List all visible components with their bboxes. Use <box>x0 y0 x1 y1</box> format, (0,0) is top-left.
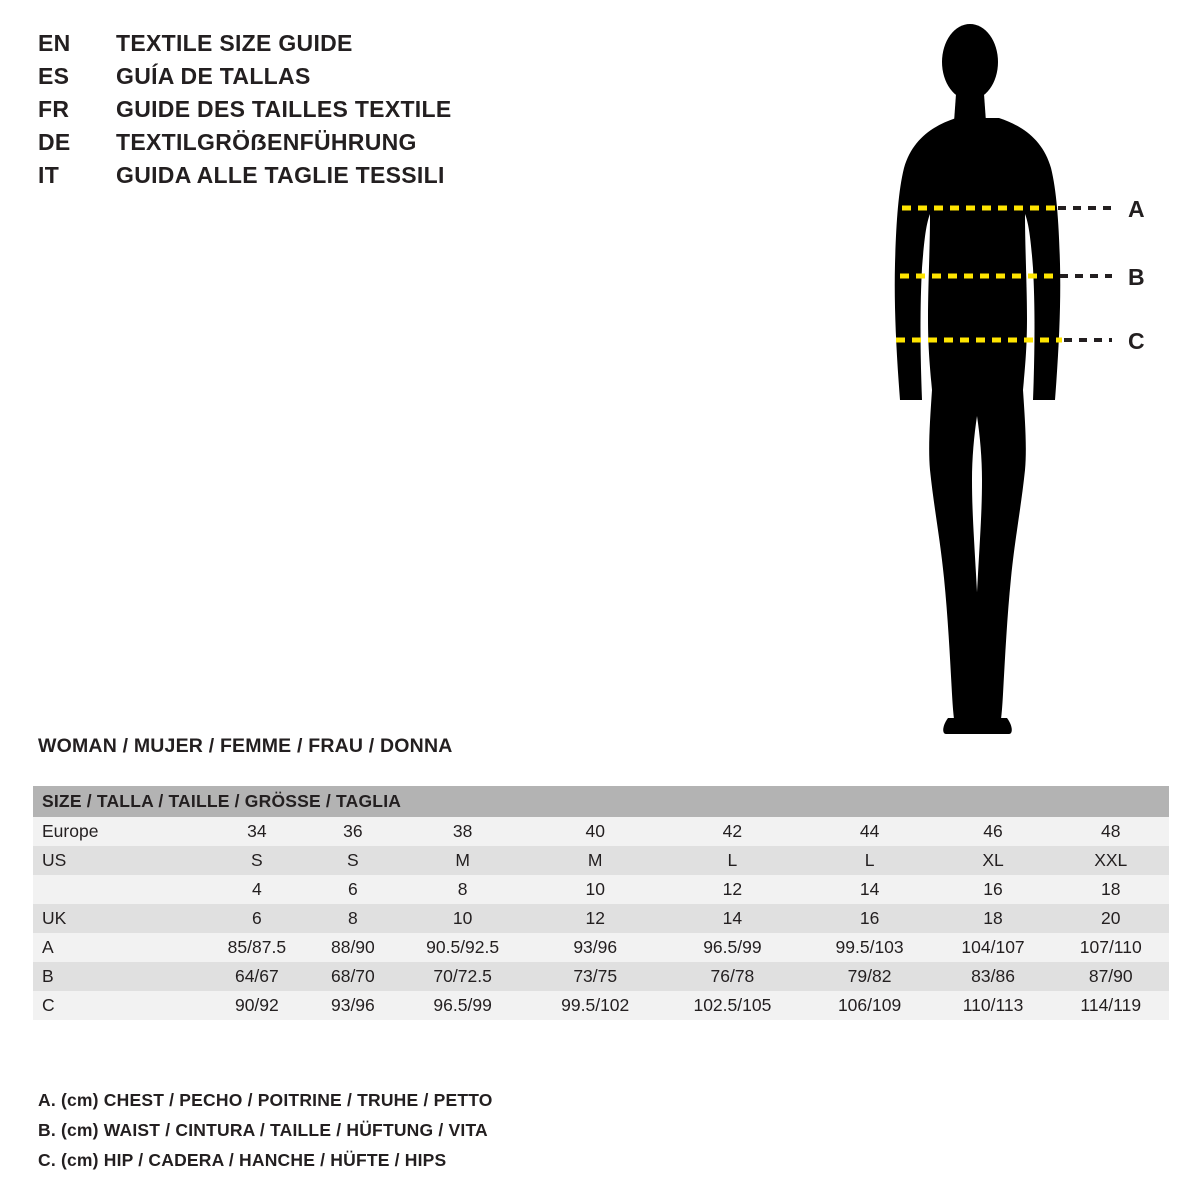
cell-c-2: 96.5/99 <box>394 991 531 1020</box>
cell-uk-1: 8 <box>312 904 394 933</box>
cell-c-6: 110/113 <box>934 991 1053 1020</box>
cell-europe-7: 48 <box>1052 817 1169 846</box>
cell-us-0: S <box>202 846 312 875</box>
title-text-de: TEXTILGRÖẞENFÜHRUNG <box>116 129 417 155</box>
cell-a-3: 93/96 <box>531 933 659 962</box>
cell-a-6: 104/107 <box>934 933 1053 962</box>
title-block <box>38 30 658 195</box>
footnote-a: A. (cm) CHEST / PECHO / POITRINE / TRUHE / PETTO <box>38 1090 493 1110</box>
cell-c-7: 114/119 <box>1052 991 1169 1020</box>
cell-c-0: 90/92 <box>202 991 312 1020</box>
cell-us-3: M <box>531 846 659 875</box>
cell-b-4: 76/78 <box>659 962 805 991</box>
footnote-c: C. (cm) HIP / CADERA / HANCHE / HÜFTE / HIPS <box>38 1150 447 1170</box>
row-label-us-numeric <box>33 875 202 904</box>
cell-b-7: 87/90 <box>1052 962 1169 991</box>
cell-europe-2: 38 <box>394 817 531 846</box>
cell-us-1: S <box>312 846 394 875</box>
cell-a-0: 85/87.5 <box>202 933 312 962</box>
title-row-it <box>38 162 658 195</box>
figure-container <box>860 18 1190 738</box>
table-row <box>33 962 1169 991</box>
cell-us-6: XL <box>934 846 1053 875</box>
table-header-row <box>33 786 1169 817</box>
cell-a-1: 88/90 <box>312 933 394 962</box>
title-text-fr: GUIDE DES TAILLES TEXTILE <box>116 96 452 122</box>
cell-uk-6: 18 <box>934 904 1053 933</box>
cell-usnum-1: 6 <box>312 875 394 904</box>
cell-us-4: L <box>659 846 805 875</box>
title-row-fr <box>38 96 658 129</box>
table-row <box>33 933 1169 962</box>
cell-uk-4: 14 <box>659 904 805 933</box>
cell-usnum-7: 18 <box>1052 875 1169 904</box>
footnotes-block <box>38 1085 938 1175</box>
cell-europe-3: 40 <box>531 817 659 846</box>
cell-a-4: 96.5/99 <box>659 933 805 962</box>
cell-europe-0: 34 <box>202 817 312 846</box>
row-label-us: US <box>33 846 202 875</box>
cell-a-2: 90.5/92.5 <box>394 933 531 962</box>
row-label-uk: UK <box>33 904 202 933</box>
title-row-de <box>38 129 658 162</box>
cell-b-2: 70/72.5 <box>394 962 531 991</box>
title-text-es: GUÍA DE TALLAS <box>116 63 311 89</box>
cell-b-5: 79/82 <box>806 962 934 991</box>
title-lang-en: EN <box>38 30 71 56</box>
measure-letter-a: A <box>1128 196 1145 222</box>
cell-b-0: 64/67 <box>202 962 312 991</box>
title-lang-de: DE <box>38 129 71 155</box>
cell-uk-0: 6 <box>202 904 312 933</box>
row-label-b: B <box>33 962 202 991</box>
cell-c-3: 99.5/102 <box>531 991 659 1020</box>
cell-usnum-4: 12 <box>659 875 805 904</box>
title-lang-es: ES <box>38 63 70 89</box>
cell-c-1: 93/96 <box>312 991 394 1020</box>
section-heading-woman: WOMAN / MUJER / FEMME / FRAU / DONNA <box>38 735 453 757</box>
cell-europe-4: 42 <box>659 817 805 846</box>
measure-letter-c: C <box>1128 328 1145 354</box>
cell-us-2: M <box>394 846 531 875</box>
cell-b-3: 73/75 <box>531 962 659 991</box>
cell-b-1: 68/70 <box>312 962 394 991</box>
cell-uk-5: 16 <box>806 904 934 933</box>
cell-uk-7: 20 <box>1052 904 1169 933</box>
title-text-en: TEXTILE SIZE GUIDE <box>116 30 353 56</box>
table-row <box>33 846 1169 875</box>
cell-usnum-0: 4 <box>202 875 312 904</box>
cell-c-5: 106/109 <box>806 991 934 1020</box>
footnote-b: B. (cm) WAIST / CINTURA / TAILLE / HÜFTUNG / VITA <box>38 1120 488 1140</box>
cell-uk-2: 10 <box>394 904 531 933</box>
cell-us-5: L <box>806 846 934 875</box>
cell-usnum-5: 14 <box>806 875 934 904</box>
title-row-es <box>38 63 658 96</box>
cell-usnum-3: 10 <box>531 875 659 904</box>
cell-b-6: 83/86 <box>934 962 1053 991</box>
cell-a-7: 107/110 <box>1052 933 1169 962</box>
table-header-label: SIZE / TALLA / TAILLE / GRÖSSE / TAGLIA <box>33 786 1169 817</box>
title-row-en <box>38 30 658 63</box>
cell-europe-5: 44 <box>806 817 934 846</box>
title-text-it: GUIDA ALLE TAGLIE TESSILI <box>116 162 445 188</box>
measure-letter-b: B <box>1128 264 1145 290</box>
cell-uk-3: 12 <box>531 904 659 933</box>
table-row <box>33 817 1169 846</box>
cell-us-7: XXL <box>1052 846 1169 875</box>
woman-silhouette-icon <box>860 18 1190 738</box>
row-label-a: A <box>33 933 202 962</box>
title-lang-fr: FR <box>38 96 70 122</box>
table-row <box>33 904 1169 933</box>
cell-europe-1: 36 <box>312 817 394 846</box>
title-lang-it: IT <box>38 162 60 188</box>
row-label-c: C <box>33 991 202 1020</box>
table-row <box>33 875 1169 904</box>
table-row <box>33 991 1169 1020</box>
cell-usnum-2: 8 <box>394 875 531 904</box>
cell-c-4: 102.5/105 <box>659 991 805 1020</box>
size-table <box>33 786 1169 1020</box>
cell-usnum-6: 16 <box>934 875 1053 904</box>
cell-europe-6: 46 <box>934 817 1053 846</box>
cell-a-5: 99.5/103 <box>806 933 934 962</box>
row-label-europe: Europe <box>33 817 202 846</box>
